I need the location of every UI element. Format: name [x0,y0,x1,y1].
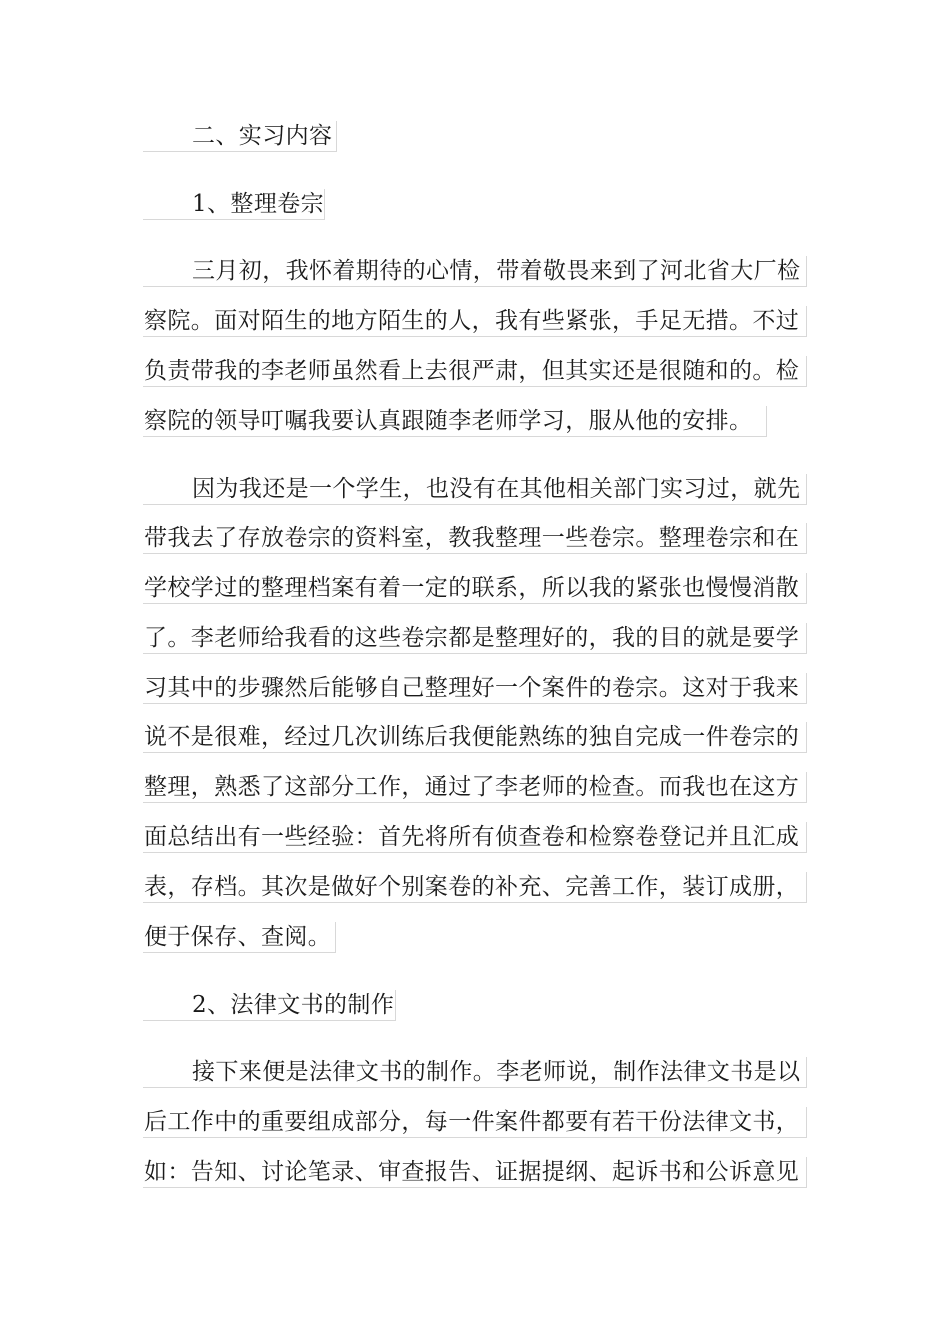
paragraph-2-line-10: 便于保存、查阅。 [143,922,336,953]
paragraph-2-line-7: 整理，熟悉了这部分工作，通过了李老师的检查。而我也在这方 [143,772,807,803]
section-heading: 二、实习内容 [143,121,337,152]
subsection-heading-1: 1、整理卷宗 [143,189,325,220]
paragraph-1-line-2: 察院。面对陌生的地方陌生的人，我有些紧张，手足无措。不过 [143,306,807,337]
paragraph-2-line-4: 了。李老师给我看的这些卷宗都是整理好的，我的目的就是要学 [143,623,807,654]
paragraph-2-line-2: 带我去了存放卷宗的资料室，教我整理一些卷宗。整理卷宗和在 [143,523,807,554]
paragraph-2-line-8: 面总结出有一些经验：首先将所有侦查卷和检察卷登记并且汇成 [143,822,807,853]
paragraph-3-line-1: 接下来便是法律文书的制作。李老师说，制作法律文书是以 [143,1057,807,1088]
paragraph-1-line-1: 三月初，我怀着期待的心情，带着敬畏来到了河北省大厂检 [143,256,807,287]
paragraph-3-line-3: 如：告知、讨论笔录、审查报告、证据提纲、起诉书和公诉意见 [143,1157,807,1188]
paragraph-2-line-3: 学校学过的整理档案有着一定的联系，所以我的紧张也慢慢消散 [143,573,807,604]
paragraph-2-line-6: 说不是很难，经过几次训练后我便能熟练的独自完成一件卷宗的 [143,722,807,753]
subsection-heading-2: 2、法律文书的制作 [143,990,396,1021]
paragraph-2-line-9: 表，存档。其次是做好个别案卷的补充、完善工作，装订成册， [143,872,807,903]
paragraph-2-line-1: 因为我还是一个学生，也没有在其他相关部门实习过，就先 [143,474,807,505]
paragraph-3-line-2: 后工作中的重要组成部分，每一件案件都要有若干份法律文书， [143,1107,807,1138]
paragraph-1-line-3: 负责带我的李老师虽然看上去很严肃，但其实还是很随和的。检 [143,356,807,387]
paragraph-1-line-4: 察院的领导叮嘱我要认真跟随李老师学习，服从他的安排。 [143,406,767,437]
paragraph-2-line-5: 习其中的步骤然后能够自己整理好一个案件的卷宗。这对于我来 [143,673,807,704]
